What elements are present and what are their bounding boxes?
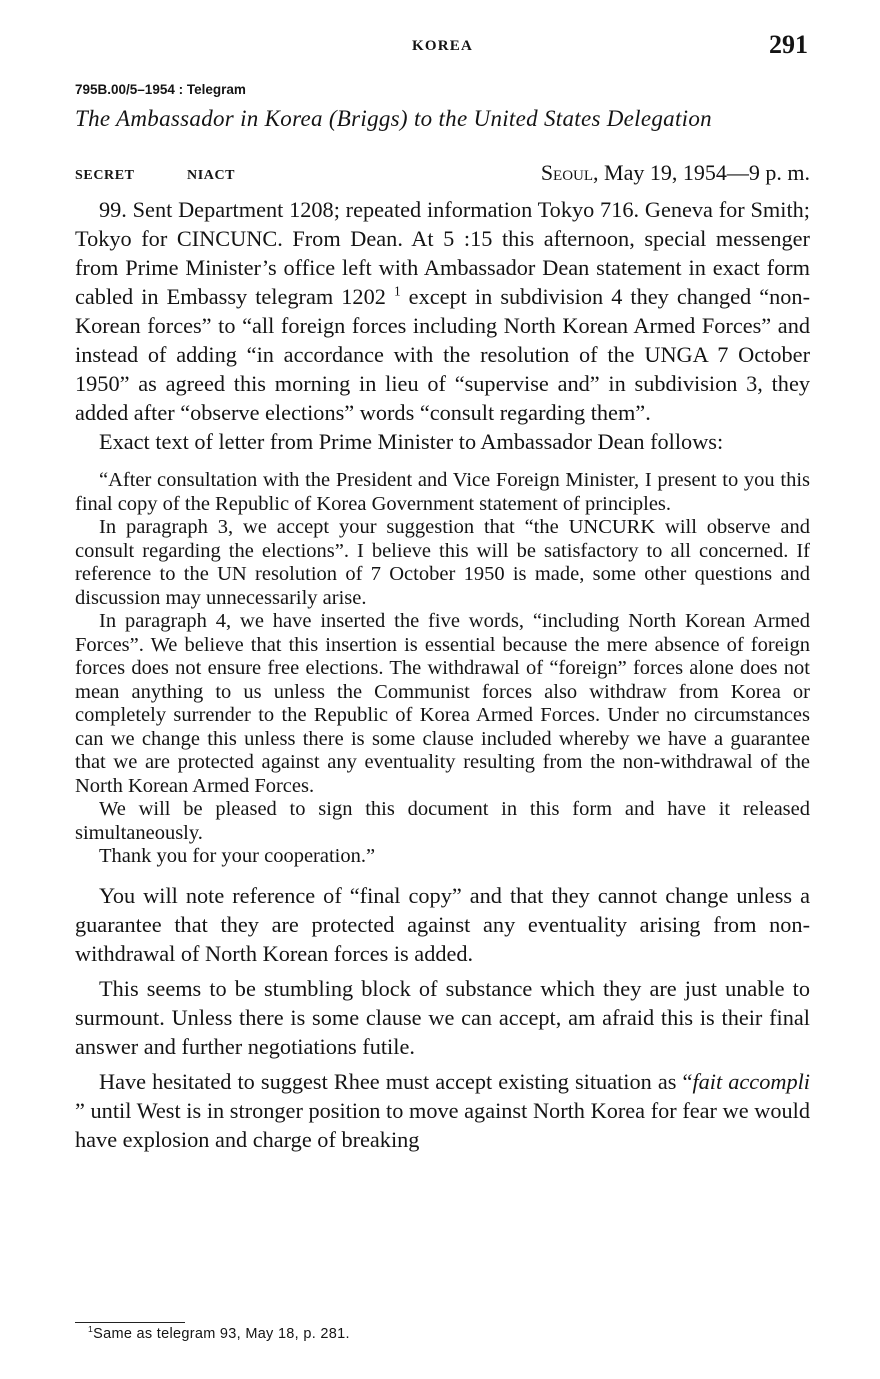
paragraph-5-text-b: ” until West is in stronger position to move against North Korea for fear we would have explosion and charge of breaking — [75, 1097, 810, 1152]
paragraph-2: Exact text of letter from Prime Minister to Ambassador Dean follows: — [99, 429, 724, 454]
running-title: KOREA — [412, 38, 474, 54]
quoted-letter — [75, 469, 810, 869]
place-name: Seoul — [540, 160, 594, 185]
quote-paragraph-3: In paragraph 4, we have inserted the five words, “including North Korean Armed Forces”. We believe that this insertion is essential because the mere absence of foreign forces does not ensure free elections. The withdrawal of “foreign” forces alone does not mean anything to us unless the Communist forces also withdraw from Korea or completely surrender to the Republic of Korea Armed Forces. Under no circumstances can we change this unless there is some clause included whereby we have a guarantee that we are protected against any eventuality resulting from the non-withdrawal of the North Korean Armed Forces. — [75, 610, 810, 797]
paragraph-4: This seems to be stumbling block of substance which they are just unable to surmount. Unless there is some clause we can accept, am afraid this is their final answer and further negotiations futile. — [75, 975, 810, 1059]
document-title: The Ambassador in Korea (Briggs) to the United States Delegation — [75, 106, 712, 131]
paragraph-1-text-b: except in subdivision 4 they changed “non-Korean forces” to “all foreign forces including North Korean Armed Forces” and instead of adding “in accordance with the resolution of the UNGA 7 October 1950” as agreed this morning in lieu of “supervise and” in subdivision 3, they added after “observe elections” words “consult regarding them”. — [75, 284, 810, 425]
quote-paragraph-1: “After consultation with the President and Vice Foreign Minister, I present to you this final copy of the Republic of Korea Government statement of principles. — [75, 469, 810, 515]
quote-paragraph-2: In paragraph 3, we accept your suggestion that “the UNCURK will observe and consult regarding the elections”. I believe this will be satisfactory to all concerned. If reference to the UN resolution of 7 October 1950 is made, some other questions and discussion may unnecessarily arise. — [75, 516, 810, 609]
page-number: 291 — [769, 30, 808, 59]
paragraph-1-text-a: 99. Sent Department 1208; repeated information Tokyo 716. Geneva for Smith; Tokyo for CINCUNC. From Dean. At 5 :15 this afternoon, special messenger from Prime Minister’s office left with Ambassador Dean statement in exact form cabled in Embassy telegram 1202 — [75, 197, 810, 309]
dateline — [75, 160, 810, 190]
footnote-rule — [75, 1322, 185, 1323]
quote-paragraph-4: We will be pleased to sign this document in this form and have it released simultaneously. — [75, 798, 810, 844]
paragraph-5 — [75, 1067, 810, 1154]
date-text: , May 19, 1954—9 p. m. — [593, 160, 810, 185]
precedence-label: NIACT — [187, 168, 236, 183]
place-date — [541, 160, 810, 186]
footnote-marker: 1 — [88, 1324, 94, 1335]
footnote-reference: 1 — [393, 283, 401, 299]
quote-paragraph-5: Thank you for your cooperation.” — [99, 845, 376, 867]
footnote-text: Same as telegram 93, May 18, p. 281. — [93, 1326, 350, 1342]
classification-label: SECRET — [75, 168, 135, 183]
paragraph-5-text-a: Have hesitated to suggest Rhee must accept existing situation as “ — [99, 1068, 693, 1094]
paragraph-5-italic: fait accompli — [692, 1068, 810, 1094]
telegram-body — [75, 195, 810, 1154]
paragraph-1 — [75, 195, 810, 427]
footnote — [88, 1326, 350, 1342]
paragraph-3: You will note reference of “final copy” and that they cannot change unless a guarantee that they are protected against any eventuality arising from non-withdrawal of North Korean forces is added. — [75, 882, 810, 966]
running-head — [0, 30, 880, 64]
file-number: 795B.00/5–1954 : Telegram — [75, 82, 246, 97]
